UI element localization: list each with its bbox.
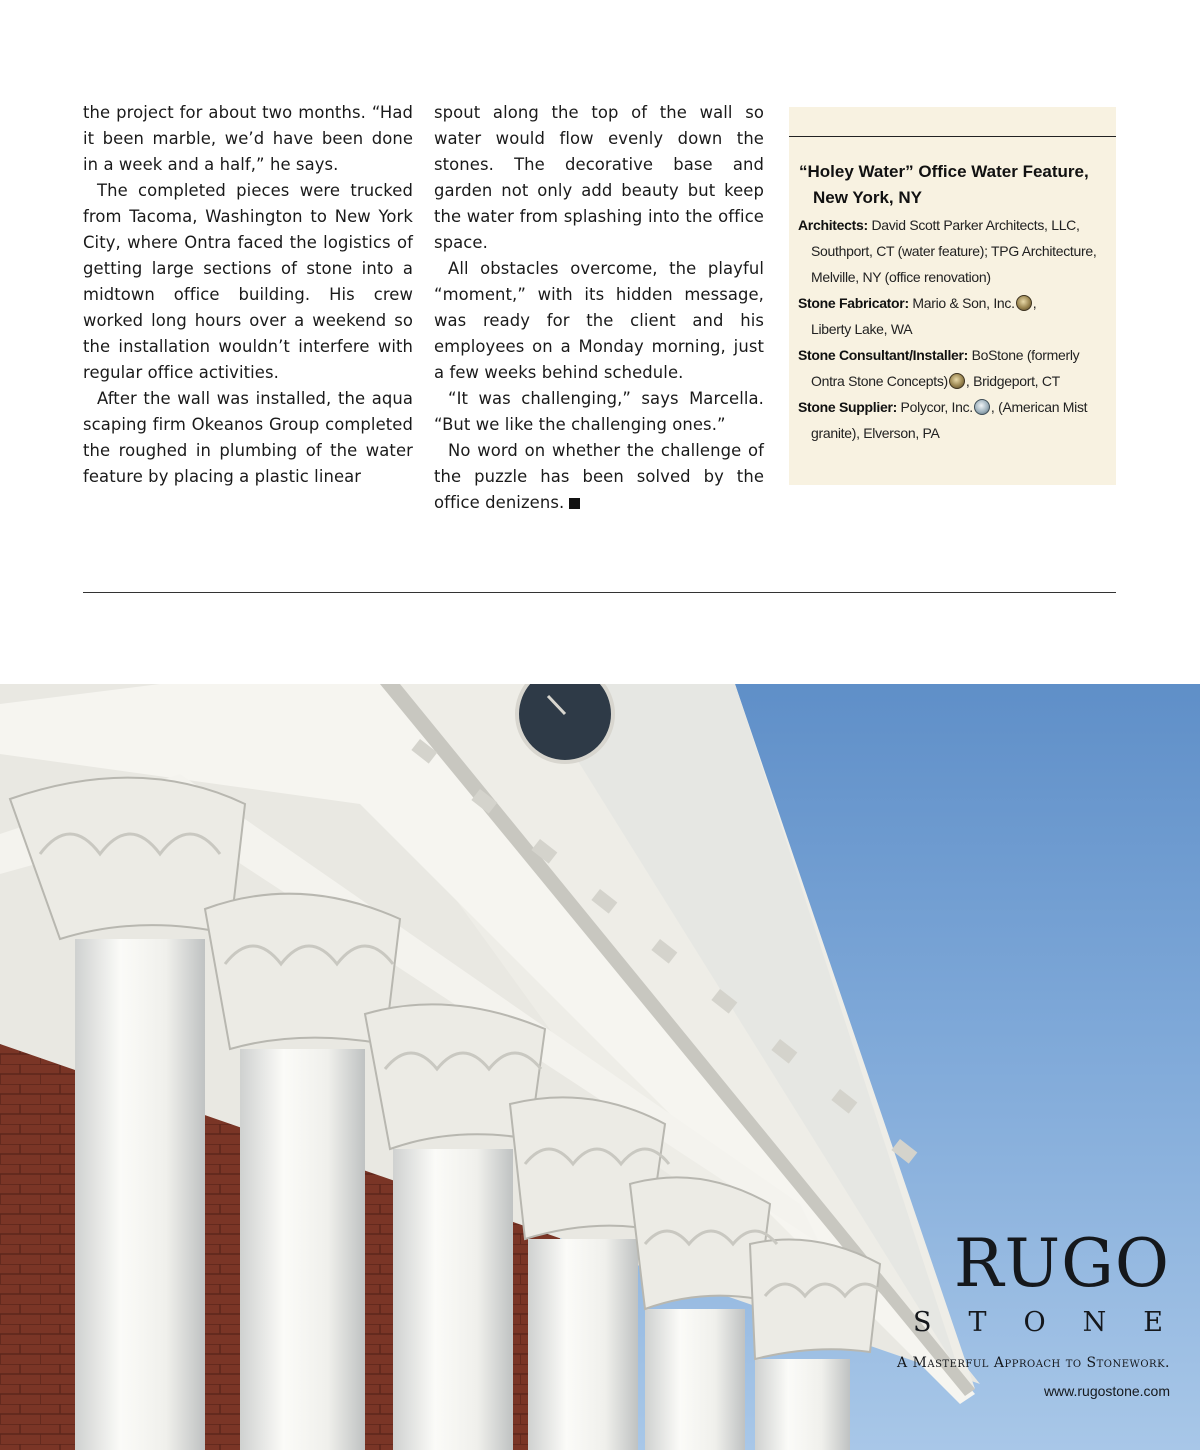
credit-text: Southport, CT (water feature); TPG Architecture, <box>811 243 1097 259</box>
section-divider <box>83 592 1116 593</box>
credit-text: , (American Mist <box>990 399 1088 415</box>
member-seal-icon <box>949 373 965 389</box>
credit-text-line <box>798 368 1108 394</box>
credit-text: Melville, NY (office renovation) <box>811 269 991 285</box>
brand-logo-subtitle: STONE <box>913 1307 1200 1338</box>
rugo-stone-advertisement <box>0 684 1200 1450</box>
article-paragraph: the project for about two months. “Had it been marble, we’d have been done in a week and a half,” he says. <box>83 103 413 174</box>
credit-text: , <box>1032 295 1037 311</box>
sidebar-rule <box>789 136 1116 137</box>
credit-text: , Bridgeport, CT <box>965 373 1060 389</box>
brand-website-link[interactable]: www.rugostone.com <box>1043 1383 1170 1399</box>
member-seal-icon <box>974 399 990 415</box>
credit-text: David Scott Parker Architects, LLC, <box>871 217 1080 233</box>
sidebar-title <box>799 159 1099 211</box>
brand-logo-name: RUGO <box>953 1225 1170 1302</box>
credit-text: Liberty Lake, WA <box>811 321 913 337</box>
article-paragraph-text: No word on whether the challenge of the puzzle has been solved by the office denizens. <box>434 441 764 512</box>
credit-label: Stone Fabricator: <box>798 295 909 311</box>
article-paragraph: “It was challenging,” says Marcella. “But we like the challenging ones.” <box>434 389 764 434</box>
credit-label: Stone Consultant/Installer: <box>798 347 969 363</box>
sidebar-title-line-2: New York, NY <box>813 188 922 207</box>
article-column-2 <box>434 100 764 516</box>
credit-stone-supplier <box>798 394 1108 446</box>
credit-text: granite), Elverson, PA <box>811 425 940 441</box>
brand-block <box>880 1225 1200 1399</box>
credit-architects <box>798 212 1108 290</box>
credit-label: Architects: <box>798 217 868 233</box>
article-paragraph-last <box>434 438 764 516</box>
member-seal-icon <box>1016 295 1032 311</box>
article-column-1 <box>83 100 413 490</box>
credit-stone-consultant <box>798 342 1108 394</box>
credit-text: Ontra Stone Concepts) <box>811 373 948 389</box>
article-paragraph: The completed pieces were trucked from Tacoma, Washington to New York City, where Ontra faced the logistics of getting large sections of stone into a midtown office building. His crew worked long hours over a weekend so the installation wouldn’t interfere with regular office activities. <box>83 181 413 382</box>
credit-label: Stone Supplier: <box>798 399 897 415</box>
end-of-story-mark <box>569 498 580 509</box>
article-paragraph: spout along the top of the wall so water would flow evenly down the stones. The decorative base and garden not only add beauty but keep the water from splashing into the office space. <box>434 103 764 252</box>
credit-text: Polycor, Inc. <box>900 399 973 415</box>
sidebar-title-line-1: “Holey Water” Office Water Feature, <box>799 162 1089 181</box>
project-credits-box <box>789 107 1116 485</box>
credit-text: BoStone (formerly <box>971 347 1080 363</box>
brand-tagline: A Masterful Approach to Stonework. <box>896 1355 1170 1371</box>
credit-text: Mario & Son, Inc. <box>912 295 1015 311</box>
article-paragraph: All obstacles overcome, the playful “moment,” with its hidden message, was ready for the client and his employees on a Monday morning, just a few weeks behind schedule. <box>434 259 764 382</box>
credit-stone-fabricator <box>798 290 1108 342</box>
article-paragraph: After the wall was installed, the aqua scaping firm Okeanos Group completed the roughed in plumbing of the water feature by placing a plastic linear <box>83 389 413 486</box>
